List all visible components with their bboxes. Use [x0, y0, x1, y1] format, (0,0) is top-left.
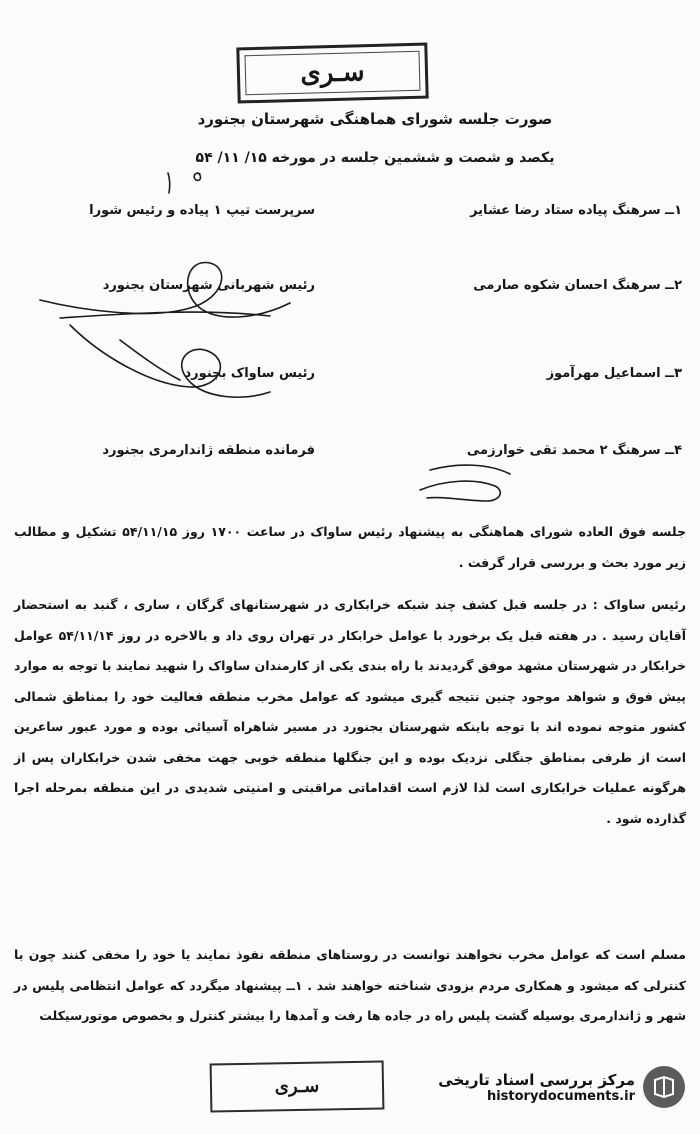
member-4-role: فرمانده منطقه ژاندارمری بجنورد — [102, 443, 315, 458]
session-line: یکصد و شصت و ششمین جلسه در مورخه ۱۵/ ۱۱/ ۵۴ — [195, 150, 555, 166]
member-4-name: ۴ــ سرهنگ ۲ محمد تقی خوارزمی — [466, 443, 682, 458]
paragraph-intro: جلسه فوق العاده شورای هماهنگی به پیشنهاد رئیس ساواک در ساعت ۱۷۰۰ روز ۵۴/۱۱/۱۵ تشکیل و مطالب زیر مورد بحث و بررسی قرار گرفت . — [14, 524, 686, 570]
signature-gendarmerie — [420, 465, 510, 501]
signature-mark-top — [168, 173, 200, 193]
member-3-name: ۳ــ اسماعیل مهرآموز — [546, 366, 682, 381]
paragraph-proposal: مسلم است که عوامل مخرب نخواهند توانست در روستاهای منطقه نفوذ نمایند یا خود را مخفی کنند چون با کنترلی که میشود و همکاری مردم بزودی شناخته خواهند شد . ۱ــ پیشنهاد میگردد که عوامل انتظامی پلیس در شهر و ژاندارمری بوسیله گشت پلیس راه در جاده ها رفت و آمدها را بیشتر کنترل و بخصوص موتورسیکلت — [14, 947, 686, 1023]
signature-police-chief — [70, 325, 270, 397]
member-2-role: رئیس شهربانی شهرستان بجنورد — [102, 278, 315, 293]
member-2-name: ۲ــ سرهنگ احسان شکوه صارمی — [473, 278, 682, 293]
archive-logo-icon — [643, 1066, 685, 1108]
document-title: صورت جلسه شورای هماهنگی شهرستان بجنورد — [197, 110, 553, 128]
archive-watermark — [415, 1058, 685, 1116]
member-3-role: رئیس ساواک بجنورد — [184, 366, 315, 381]
paragraph-savak-report: رئیس ساواک : در جلسه قبل کشف چند شبکه خرابکاری در شهرستانهای گرگان ، ساری ، گنبد به استحضار آقایان رسید . در هفته قبل یک برخورد با عوامل خرابکار در تهران روی داد و بالاخره در روز ۵۴/۱۱/۱۴ عوامل خرابکار در شهرستان مشهد موفق گردیدند با راه بندی یکی از کارمندان ساواک را شهید نمایند با توجه به موارد پیش فوق و شواهد موجود چنین نتیجه گیری میشود که عوامل مخرب منطقه فعالیت خود را بمناطق شمالی کشور متوجه نموده اند با توجه باینکه شهرستان بجنورد در مسیر شاهراه آسیائی بوده و مورد عبور ساعرین است از طرفی بمناطق جنگلی نزدیک بوده و این جنگلها منطقه خوبی جهت مخفی شدن خرابکاران پس از هرگونه عملیات خرابکاری است لذا لازم است اقداماتی مراقبتی و امنیتی شدیدی در این منطقه بمرحله اجرا گذارده شود . — [14, 597, 686, 826]
member-1-role: سرپرست تیپ ۱ پیاده و رئیس شورا — [89, 203, 315, 218]
watermark-org-name: مرکز بررسی اسناد تاریخی — [438, 1070, 635, 1089]
member-1-name: ۱ــ سرهنگ پیاده ستاد رضا عشایر — [470, 203, 682, 218]
secret-stamp-top: سـری — [236, 43, 428, 104]
secret-stamp-bottom: سـری — [210, 1060, 385, 1112]
watermark-url: historydocuments.ir — [486, 1088, 635, 1104]
